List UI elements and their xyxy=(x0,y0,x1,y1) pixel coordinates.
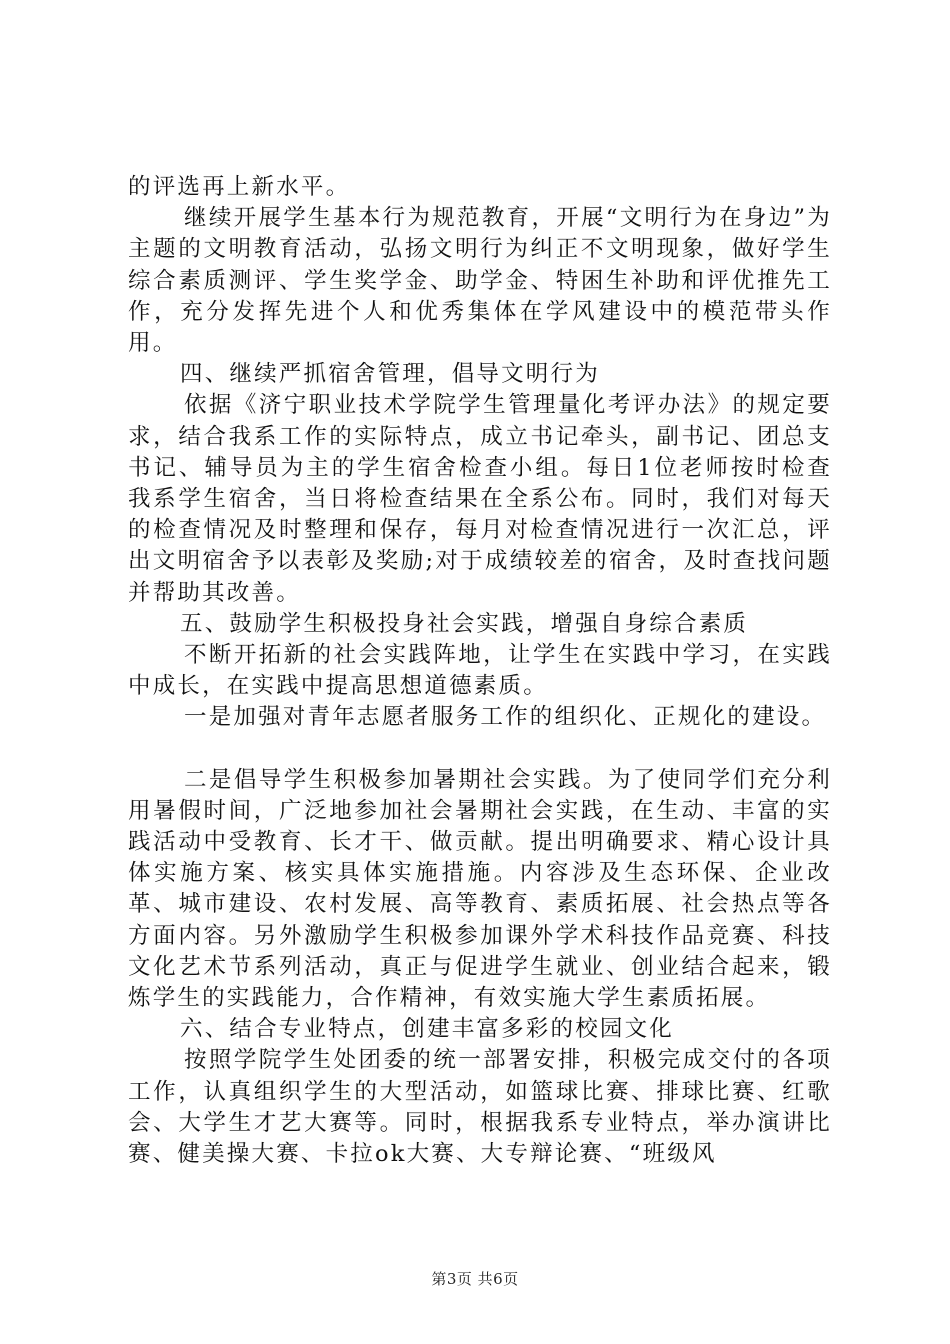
page-number-footer: 第3页 共6页 xyxy=(431,1270,519,1288)
section-heading-5: 五、鼓励学生积极投身社会实践，增强自身综合素质 xyxy=(180,610,749,637)
paragraph-social-practice: 不断开拓新的社会实践阵地，让学生在实践中学习，在实践中成长，在实践中提高思想道德素质。 xyxy=(128,642,832,700)
paragraph-behavior-education: 继续开展学生基本行为规范教育，开展“文明行为在身边”为主题的文明教育活动，弘扬文明行为纠正不文明现象，做好学生综合素质测评、学生奖学金、助学金、特困生补助和评优推先工作，充分发挥先进个人和优秀集体在学风建设中的模范带头作用。 xyxy=(128,205,832,357)
section-heading-6: 六、结合专业特点，创建丰富多彩的校园文化 xyxy=(180,1016,675,1043)
paragraph-dormitory-management: 依据《济宁职业技术学院学生管理量化考评办法》的规定要求，结合我系工作的实际特点，成立书记牵头，副书记、团总支书记、辅导员为主的学生宿舍检查小组。每日1位老师按时检查我系学生宿舍，当日将检查结果在全系公布。同时，我们对每天的检查情况及时整理和保存，每月对检查情况进行一次汇总，评出文明宿舍予以表彰及奖励;对于成绩较差的宿舍，及时查找问题并帮助其改善。 xyxy=(128,392,832,606)
paragraph-campus-culture: 按照学院学生处团委的统一部署安排，积极完成交付的各项工作，认真组织学生的大型活动，如篮球比赛、排球比赛、红歌会、大学生才艺大赛等。同时，根据我系专业特点，举办演讲比赛、健美操大赛、卡拉ok大赛、大专辩论赛、“班级风 xyxy=(128,1047,832,1168)
document-body xyxy=(128,172,832,1170)
paragraph-summer-practice: 二是倡导学生积极参加暑期社会实践。为了使同学们充分利用暑假时间，广泛地参加社会暑期社会实践，在生动、丰富的实践活动中受教育、长才干、做贡献。提出明确要求、精心设计具体实施方案、核实具体实施措施。内容涉及生态环保、企业改革、城市建设、农村发展、高等教育、素质拓展、社会热点等各方面内容。另外激励学生积极参加课外学术科技作品竞赛、科技文化艺术节系列活动，真正与促进学生就业、创业结合起来，锻炼学生的实践能力，合作精神，有效实施大学生素质拓展。 xyxy=(128,766,832,1012)
paragraph-continuation: 的评选再上新水平。 xyxy=(128,174,351,200)
section-heading-4: 四、继续严抓宿舍管理，倡导文明行为 xyxy=(180,361,600,388)
paragraph-volunteer-service: 一是加强对青年志愿者服务工作的组织化、正规化的建设。 xyxy=(184,704,827,731)
blank-line xyxy=(128,734,832,765)
